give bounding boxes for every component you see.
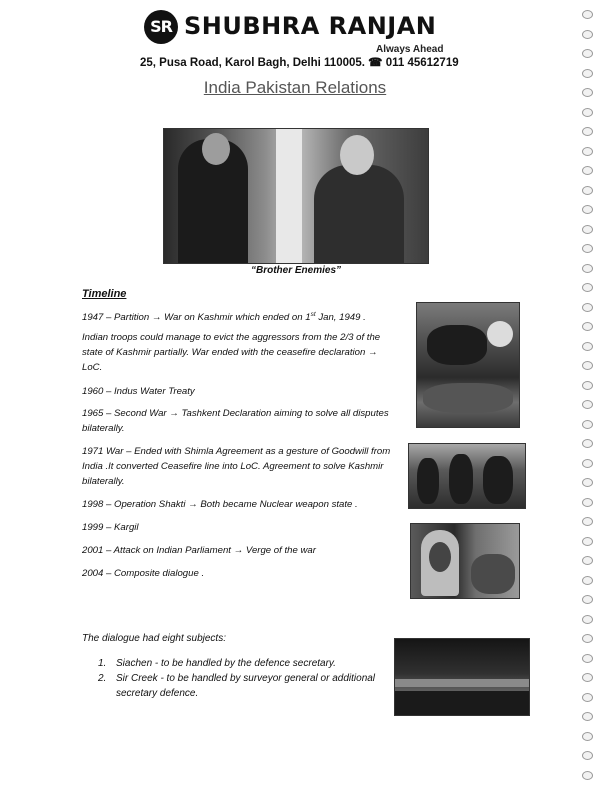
binding-hole — [582, 186, 593, 195]
binding-hole — [582, 420, 593, 429]
timeline-entry-1999: 1999 – Kargil — [82, 522, 139, 533]
binding-hole — [582, 147, 593, 156]
binding-hole — [582, 459, 593, 468]
photo-caption: “Brother Enemies” — [250, 265, 342, 276]
binding-hole — [582, 166, 593, 175]
brand-logo: SR — [144, 10, 178, 44]
dialogue-intro: The dialogue had eight subjects: — [82, 633, 226, 644]
war-1971-photo — [408, 443, 526, 509]
timeline-entry-1998: 1998 – Operation Shakti → Both became Nuclear weapon state . — [82, 499, 358, 510]
timeline-heading: Timeline — [82, 288, 127, 300]
binding-hole — [582, 634, 593, 643]
binding-hole — [582, 556, 593, 565]
binding-hole — [582, 478, 593, 487]
binding-hole — [582, 264, 593, 273]
binding-hole — [582, 49, 593, 58]
binding-hole — [582, 30, 593, 39]
binding-hole — [582, 69, 593, 78]
binding-hole — [582, 771, 593, 780]
binding-hole — [582, 205, 593, 214]
subject-number: 1. — [98, 658, 107, 669]
timeline-entry-1965: 1965 – Second War → Tashkent Declaration aiming to solve all disputes bilaterally. — [82, 408, 389, 434]
binding-hole — [582, 381, 593, 390]
city-night-photo — [394, 638, 530, 716]
spiral-binding — [582, 10, 594, 790]
binding-hole — [582, 361, 593, 370]
subject-text: Sir Creek - to be handled by surveyor general or additional secretary defence. — [116, 673, 376, 699]
brand-tagline: Always Ahead — [376, 44, 444, 55]
leaders-handshake-photo — [163, 128, 429, 264]
subject-text: Siachen - to be handled by the defence secretary. — [116, 658, 336, 669]
binding-hole — [582, 108, 593, 117]
letterhead — [140, 8, 460, 72]
timeline-entry-2004: 2004 – Composite dialogue . — [82, 568, 205, 579]
binding-hole — [582, 439, 593, 448]
binding-hole — [582, 654, 593, 663]
binding-hole — [582, 595, 593, 604]
timeline-entry-troops: Indian troops could manage to evict the aggressors from the 2/3 of the state of Kashmir partially. War ended with the ceasefire declaration → LoC. — [82, 332, 381, 373]
binding-hole — [582, 712, 593, 721]
timeline-entry-1960: 1960 – Indus Water Treaty — [82, 386, 195, 397]
binding-hole — [582, 342, 593, 351]
binding-hole — [582, 10, 593, 19]
binding-hole — [582, 244, 593, 253]
binding-hole — [582, 751, 593, 760]
war-1947-photo — [416, 302, 520, 428]
binding-hole — [582, 576, 593, 585]
binding-hole — [582, 225, 593, 234]
subject-item — [98, 656, 398, 671]
subject-item — [98, 671, 398, 701]
page-title: India Pakistan Relations — [203, 78, 387, 97]
brand-name: SHUBHRA RANJAN — [184, 12, 437, 40]
kargil-photo — [410, 523, 520, 599]
binding-hole — [582, 283, 593, 292]
timeline-entry-1971: 1971 War – Ended with Shimla Agreement as a gesture of Goodwill from India .It converted Ceasefire line into LoC. Agreement to solve Kashmir bilaterally. — [82, 446, 391, 487]
binding-hole — [582, 400, 593, 409]
binding-hole — [582, 537, 593, 546]
binding-hole — [582, 615, 593, 624]
timeline-entry-2001: 2001 – Attack on Indian Parliament → Verge of the war — [82, 545, 316, 556]
binding-hole — [582, 322, 593, 331]
brand-address: 25, Pusa Road, Karol Bagh, Delhi 110005. ☎ 011 45612719 — [140, 57, 459, 69]
subject-number: 2. — [98, 673, 107, 684]
binding-hole — [582, 498, 593, 507]
timeline-entry-1947: 1947 – Partition → War on Kashmir which ended on 1st Jan, 1949 . — [82, 311, 366, 324]
binding-hole — [582, 517, 593, 526]
binding-hole — [582, 127, 593, 136]
binding-hole — [582, 693, 593, 702]
binding-hole — [582, 732, 593, 741]
binding-hole — [582, 303, 593, 312]
binding-hole — [582, 673, 593, 682]
